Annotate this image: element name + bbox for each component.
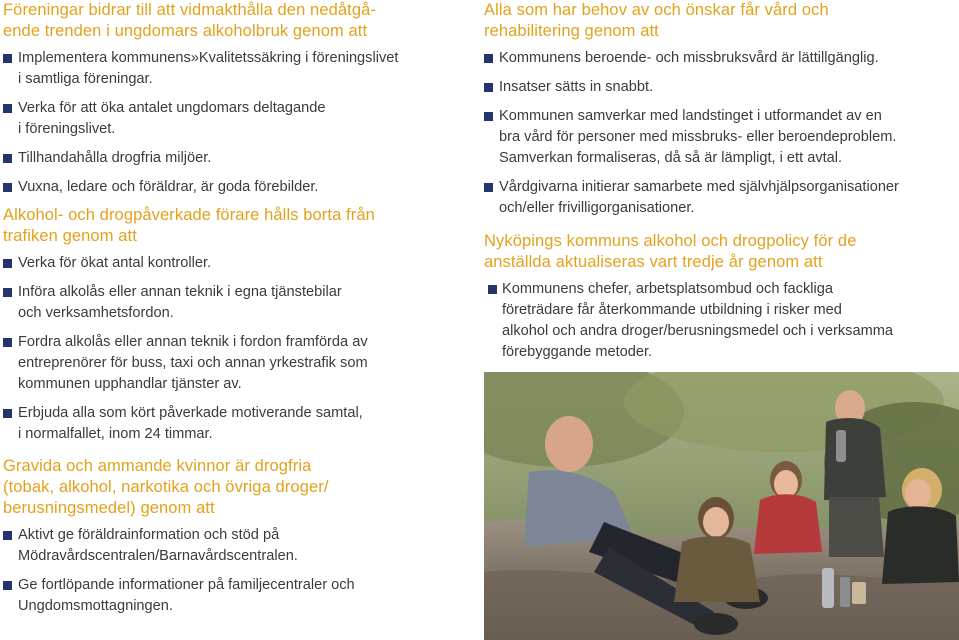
group-outdoor-photo	[484, 372, 959, 640]
bullet-list	[3, 253, 463, 445]
photo-illustration	[484, 372, 959, 640]
section-foreningar	[3, 0, 463, 206]
section-gravida	[3, 456, 463, 625]
bullet-square-icon	[3, 259, 12, 268]
bullet-list	[484, 279, 958, 363]
list-item: Införa alkolås eller annan teknik i egna tjänstebilar och verksamhetsfordon.	[3, 282, 463, 324]
bullet-list	[3, 48, 463, 198]
bullet-square-icon	[3, 183, 12, 192]
list-item: Implementera kommunens»Kvalitetssäkring i föreningslivet i samtliga föreningar.	[3, 48, 463, 90]
bullet-list	[3, 525, 463, 617]
list-item: Tillhandahålla drogfria miljöer.	[3, 148, 463, 169]
bullet-square-icon	[3, 288, 12, 297]
bullet-square-icon	[3, 338, 12, 347]
list-item: Kommunens beroende- och missbruksvård är lättillgänglig.	[484, 48, 958, 69]
bullet-square-icon	[3, 581, 12, 590]
section-trafik	[3, 205, 463, 453]
list-item: Vuxna, ledare och föräldrar, är goda förebilder.	[3, 177, 463, 198]
section-vard	[484, 0, 958, 227]
section-policy	[484, 231, 958, 371]
bullet-square-icon	[3, 409, 12, 418]
section-heading: Alla som har behov av och önskar får vård och rehabilitering genom att	[484, 1, 829, 40]
bullet-square-icon	[3, 531, 12, 540]
section-heading: Gravida och ammande kvinnor är drogfria (tobak, alkohol, narkotika och övriga droger/ berusningsmedel) genom att	[3, 457, 329, 517]
list-item: Kommunen samverkar med landstinget i utformandet av en bra vård för personer med missbruks- eller beroendeproblem. Samverkan formaliseras, då så är lämpligt, i ett avtal.	[484, 106, 958, 169]
section-heading: Alkohol- och drogpåverkade förare hålls borta från trafiken genom att	[3, 206, 375, 245]
bullet-square-icon	[3, 54, 12, 63]
list-item: Aktivt ge föräldrainformation och stöd på Mödravårdscentralen/Barnavårdscentralen.	[3, 525, 463, 567]
list-item: Verka för att öka antalet ungdomars deltagande i föreningslivet.	[3, 98, 463, 140]
list-item: Insatser sätts in snabbt.	[484, 77, 958, 98]
list-item: Erbjuda alla som kört påverkade motiverande samtal, i normalfallet, inom 24 timmar.	[3, 403, 463, 445]
bullet-square-icon	[3, 154, 12, 163]
section-heading: Föreningar bidrar till att vidmakthålla den nedåtgå- ende trenden i ungdomars alkoholbruk genom att	[3, 1, 376, 40]
bullet-square-icon	[484, 83, 493, 92]
list-item: Ge fortlöpande informationer på familjecentraler och Ungdomsmottagningen.	[3, 575, 463, 617]
list-item: Fordra alkolås eller annan teknik i fordon framförda av entreprenörer för buss, taxi och annan yrkestrafik som kommunen upphandlar tjänster av.	[3, 332, 463, 395]
bullet-square-icon	[484, 112, 493, 121]
list-item: Vårdgivarna initierar samarbete med självhjälpsorganisationer och/eller frivilligorganisationer.	[484, 177, 958, 219]
bullet-square-icon	[484, 183, 493, 192]
bullet-square-icon	[484, 54, 493, 63]
section-heading: Nyköpings kommuns alkohol och drogpolicy för de anställda aktualiseras vart tredje år genom att	[484, 232, 857, 271]
bullet-square-icon	[3, 104, 12, 113]
list-item: Verka för ökat antal kontroller.	[3, 253, 463, 274]
bullet-list	[484, 48, 958, 219]
bullet-square-icon	[488, 285, 497, 294]
list-item: Kommunens chefer, arbetsplatsombud och fackliga företrädare får återkommande utbildning i risker med alkohol och andra droger/berusningsmedel och i verksamma förebyggande metoder.	[484, 279, 958, 363]
